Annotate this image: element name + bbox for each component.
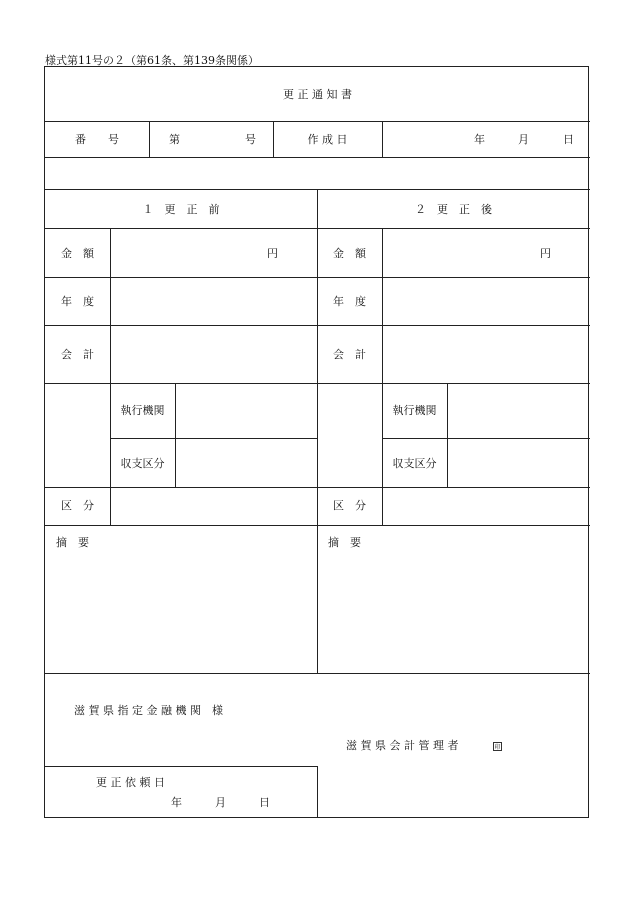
form-caption: 様式第11号の２（第61条、第139条関係） [45,54,259,67]
rule [382,121,383,157]
rule [149,121,150,157]
after-yen-unit: 円 [540,247,551,260]
after-exec-org-field[interactable] [448,384,590,438]
number-dai-label: 第 [169,133,180,146]
after-summary-field[interactable] [318,553,590,673]
before-summary-field[interactable] [46,553,317,673]
after-category-field[interactable] [383,488,590,525]
creation-date-month: 月 [518,133,529,146]
seal-mark: 印 [494,744,501,751]
before-heading: １ 更 正 前 [142,203,220,216]
number-go-label: 号 [245,133,256,146]
after-heading: ２ 更 正 後 [415,203,492,216]
after-amount-field[interactable] [383,229,533,277]
after-revexp-label: 収支区分 [392,457,437,470]
after-account-field[interactable] [383,326,590,383]
before-category-field[interactable] [111,488,317,525]
creation-date-label: 作 成 日 [307,133,348,146]
form-title: 更 正 通 知 書 [283,88,352,101]
before-fiscal-year-label: 年 度 [61,295,94,308]
before-category-label: 区 分 [61,499,94,512]
creation-date-day: 日 [563,133,574,146]
before-revexp-field[interactable] [176,439,317,487]
addressee: 滋 賀 県 指 定 金 融 機 関 様 [74,704,223,717]
rule [45,766,317,767]
issuer: 滋 賀 県 会 計 管 理 者 [346,739,459,752]
after-revexp-field[interactable] [448,439,590,487]
request-date-day: 日 [259,796,270,809]
rule [45,673,590,674]
number-label: 番 号 [75,133,119,146]
before-exec-org-label: 執行機関 [120,404,165,417]
after-fiscal-year-label: 年 度 [333,295,366,308]
rule [45,121,590,122]
before-summary-label: 摘 要 [56,536,89,549]
after-fiscal-year-field[interactable] [383,278,590,325]
number-field[interactable] [185,129,243,151]
blank-row-field[interactable] [46,158,589,189]
after-account-label: 会 計 [333,348,366,361]
before-yen-unit: 円 [267,247,278,260]
before-amount-label: 金 額 [61,247,94,260]
request-date-month: 月 [215,796,226,809]
after-exec-org-label: 執行機関 [392,404,437,417]
after-amount-label: 金 額 [333,247,366,260]
request-date-label: 更 正 依 頼 日 [96,776,165,789]
rule [317,766,318,818]
request-date-year: 年 [171,796,182,809]
correction-notice-form [44,66,589,818]
before-revexp-label: 収支区分 [120,457,165,470]
after-category-label: 区 分 [333,499,366,512]
before-exec-org-field[interactable] [176,384,317,438]
before-account-label: 会 計 [61,348,94,361]
after-summary-label: 摘 要 [328,536,361,549]
before-account-field[interactable] [111,326,317,383]
creation-date-year: 年 [474,133,485,146]
before-fiscal-year-field[interactable] [111,278,317,325]
